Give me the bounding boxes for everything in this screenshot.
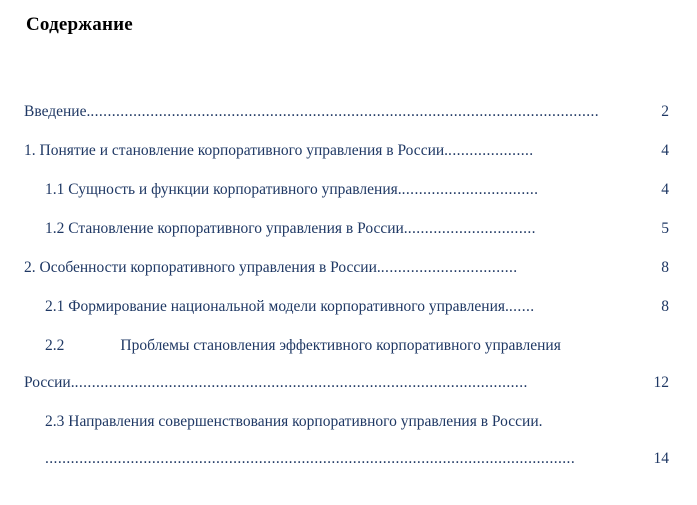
toc-entry-chapter-1[interactable] (24, 140, 669, 162)
toc-entry-label: 2. Особенности корпоративного управления в России. (24, 258, 381, 276)
toc-page-number: 12 (653, 373, 669, 391)
toc-entry-section-1-2[interactable] (24, 218, 669, 240)
toc-leader-dots: ....................................................................................................................... (90, 102, 600, 120)
table-of-contents (24, 101, 669, 470)
toc-entry-section-2-2[interactable] (24, 335, 669, 394)
toc-leader-dots: ...... (508, 297, 535, 315)
toc-entry-section-1-1[interactable] (24, 179, 669, 201)
toc-entry-section-2-3[interactable] (24, 411, 669, 470)
toc-entry-label: 1.2 Становление корпоративного управления в России. (45, 219, 408, 237)
toc-entry-label: 1.1 Сущность и функции корпоративного управления. (45, 180, 402, 198)
toc-page-number: 14 (653, 449, 669, 467)
toc-entry-label: 1. Понятие и становление корпоративного управления в России. (24, 141, 449, 159)
toc-entry-label: Проблемы становления эффективного корпоративного управления (120, 336, 561, 354)
toc-entry-chapter-2[interactable] (24, 257, 669, 279)
page-title: Содержание (26, 14, 133, 35)
toc-page-number: 5 (661, 219, 669, 237)
toc-page-number: 4 (661, 141, 669, 159)
toc-leader-dots: ............................................................................................................................ (45, 449, 576, 467)
toc-entry-label-continued: России. (24, 373, 75, 391)
toc-page-number: 4 (661, 180, 669, 198)
toc-entry-label: 2.3 Направления совершенствования корпоративного управления в России. (45, 412, 543, 430)
toc-leader-dots: ................................ (380, 258, 518, 276)
toc-entry-number: 2.2 (45, 336, 65, 354)
toc-leader-dots: ................................ (401, 180, 539, 198)
toc-entry-label: Введение. (24, 102, 91, 120)
toc-entry-introduction[interactable] (24, 101, 669, 123)
toc-entry-label: 2.1 Формирование национальной модели корпоративного управления. (45, 297, 509, 315)
toc-leader-dots: .......................................................................................................... (74, 373, 528, 391)
toc-page-number: 8 (661, 258, 669, 276)
toc-page-number: 2 (661, 102, 669, 120)
toc-entry-section-2-1[interactable] (24, 296, 669, 318)
toc-leader-dots: .............................. (407, 219, 536, 237)
toc-page-number: 8 (661, 297, 669, 315)
toc-leader-dots: .................... (448, 141, 534, 159)
